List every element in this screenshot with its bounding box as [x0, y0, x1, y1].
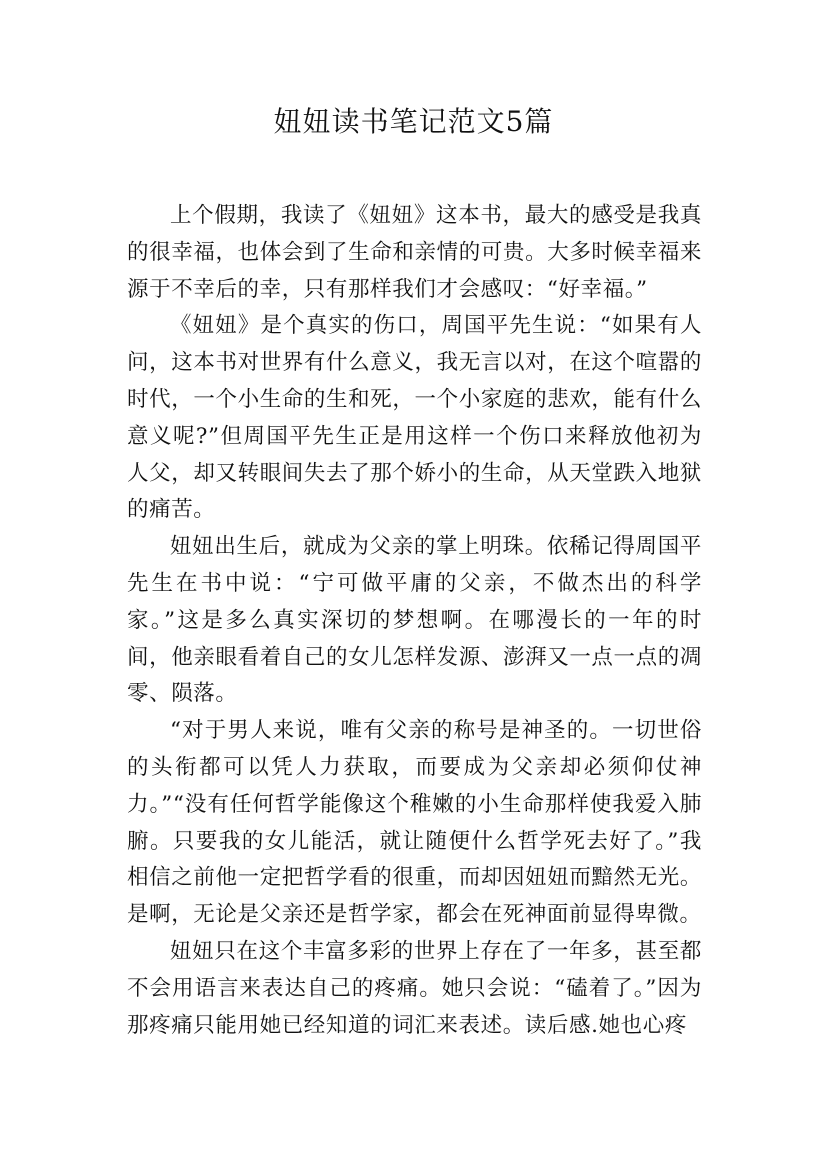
- paragraph-2: 《妞妞》是个真实的伤口，周国平先生说：“如果有人问，这本书对世界有什么意义，我无言以对，在这个喧嚣的时代，一个小生命的生和死，一个小家庭的悲欢，能有什么意义呢?”但周国平先生正是用这样一个伤口来释放他初为人父，却又转眼间失去了那个娇小的生命，从天堂跌入地狱的痛苦。: [127, 313, 702, 523]
- paragraph-1: 上个假期，我读了《妞妞》这本书，最大的感受是我真的很幸福，也体会到了生命和亲情的可贵。大多时候幸福来源于不幸后的幸，只有那样我们才会感叹：“好幸福。”: [127, 203, 702, 302]
- document-body: [127, 198, 702, 1044]
- paragraph-4: “对于男人来说，唯有父亲的称号是神圣的。一切世俗的头衔都可以凭人力获取，而要成为父亲却必须仰仗神力。”“没有任何哲学能像这个稚嫩的小生命那样使我爱入肺腑。只要我的女儿能活，就让随便什么哲学死去好了。”我相信之前他一定把哲学看的很重，而却因妞妞而黯然无光。是啊，无论是父亲还是哲学家，都会在死神面前显得卑微。: [127, 718, 702, 928]
- paragraph-5: 妞妞只在这个丰富多彩的世界上存在了一年多，甚至都不会用语言来表达自己的疼痛。她只会说：“磕着了。”因为那疼痛只能用她已经知道的词汇来表述。读后感.她也心疼: [127, 938, 702, 1038]
- document-title: 妞妞读书笔记范文5篇: [273, 105, 554, 138]
- paragraph-3: 妞妞出生后，就成为父亲的掌上明珠。依稀记得周国平先生在书中说：“宁可做平庸的父亲，不做杰出的科学家。”这是多么真实深切的梦想啊。在哪漫长的一年的时间，他亲眼看着自己的女儿怎样发源、澎湃又一点一点的凋零、陨落。: [127, 534, 702, 707]
